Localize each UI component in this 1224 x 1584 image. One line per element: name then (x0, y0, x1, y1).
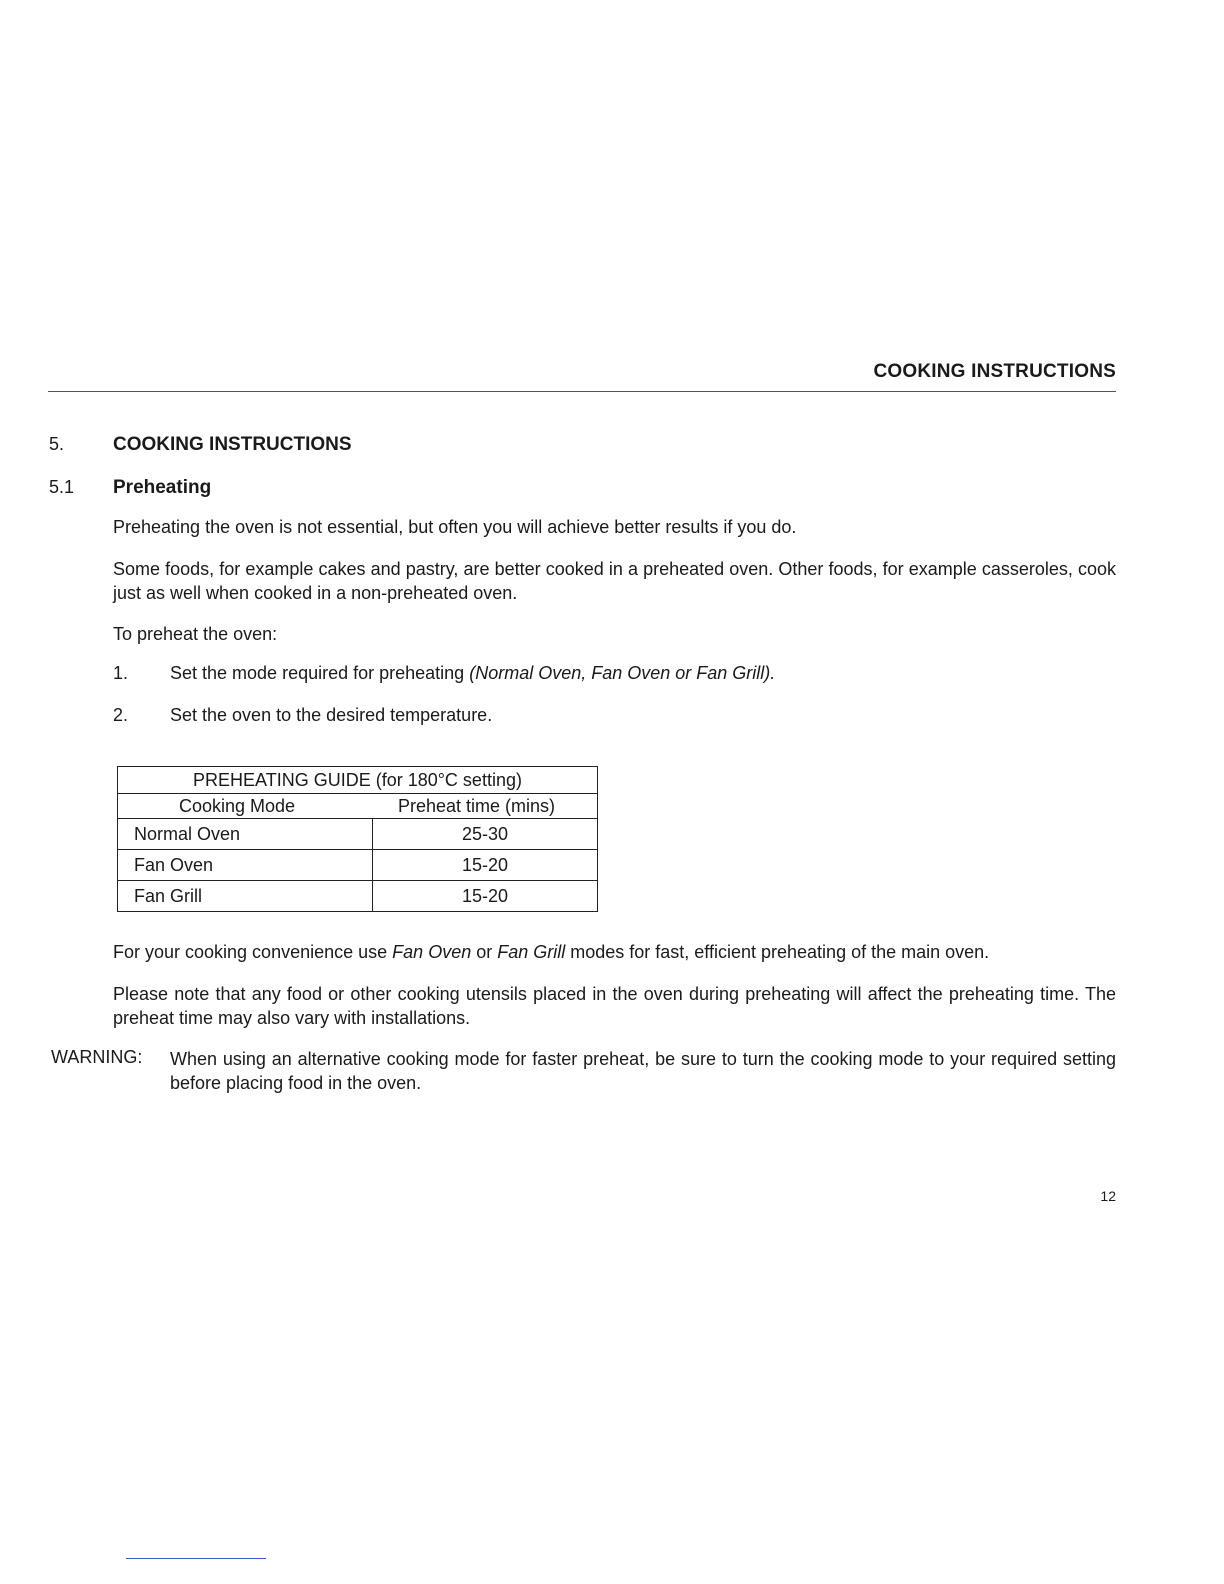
subsection-number: 5.1 (49, 477, 75, 497)
preheating-guide-table (117, 766, 598, 912)
warning-text: When using an alternative cooking mode for faster preheat, be sure to turn the cooking mode to your required setting before placing food in the oven. (170, 1049, 1116, 1093)
step-text: Set the oven to the desired temperature. (170, 705, 493, 725)
step-text: Set the mode required for preheating (Normal Oven, Fan Oven or Fan Grill). (170, 663, 776, 683)
header-rule (48, 391, 1116, 392)
paragraph-to-preheat: To preheat the oven: (113, 624, 278, 644)
table-row (118, 881, 598, 912)
cell-mode: Fan Oven (118, 850, 373, 881)
table-title: PREHEATING GUIDE (for 180°C setting) (118, 767, 598, 794)
running-header: COOKING INSTRUCTIONS (873, 361, 1116, 382)
column-header-mode: Cooking Mode (178, 795, 296, 816)
cell-time: 15-20 (373, 881, 598, 912)
step-number: 2. (113, 705, 129, 725)
table-row (118, 850, 598, 881)
section-number: 5. (49, 434, 65, 454)
step-modes-italic: (Normal Oven, Fan Oven or Fan Grill). (469, 663, 776, 683)
section-title: COOKING INSTRUCTIONS (113, 434, 352, 455)
table-header-row (118, 794, 598, 819)
cell-time: 25-30 (373, 819, 598, 850)
cell-time: 15-20 (373, 850, 598, 881)
paragraph-foods: Some foods, for example cakes and pastry, are better cooked in a preheated oven. Other foods, for example casseroles, cook just as well when cooked in a non-preheated oven. (113, 559, 1116, 603)
paragraph-convenience: For your cooking convenience use Fan Oven or Fan Grill modes for fast, efficient preheating of the main oven. (113, 942, 990, 962)
paragraph-intro: Preheating the oven is not essential, but often you will achieve better results if you do. (113, 517, 797, 537)
page-number: 12 (1100, 1188, 1116, 1204)
paragraph-note: Please note that any food or other cooking utensils placed in the oven during preheating will affect the preheating time. The preheat time may also vary with installations. (113, 984, 1116, 1028)
step-number: 1. (113, 663, 129, 683)
warning-label: WARNING: (51, 1047, 143, 1067)
table-row (118, 819, 598, 850)
cell-mode: Fan Grill (118, 881, 373, 912)
cell-mode: Normal Oven (118, 819, 373, 850)
bottom-rule (126, 1558, 266, 1559)
column-header-time: Preheat time (mins) (397, 795, 556, 816)
subsection-title: Preheating (113, 477, 212, 498)
